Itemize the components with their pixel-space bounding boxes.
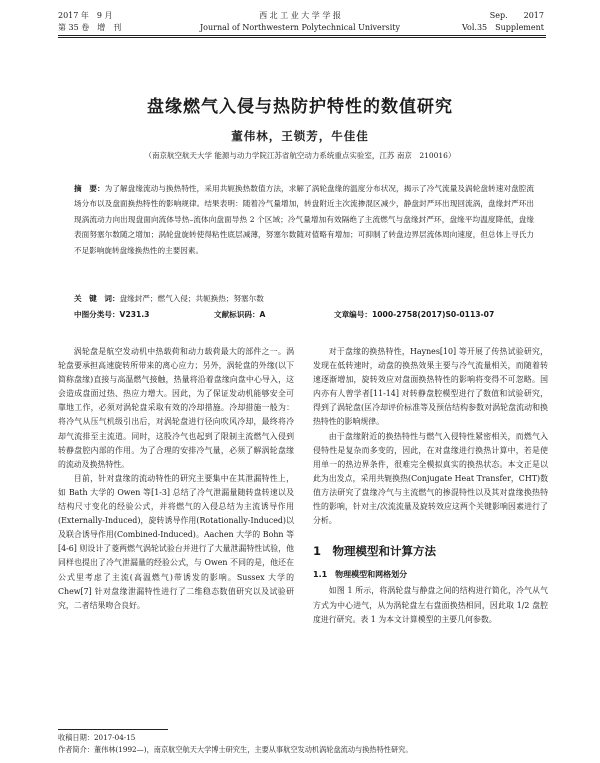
header-volume: 第 35 卷 增 刊 bbox=[58, 23, 122, 32]
abstract bbox=[74, 181, 534, 258]
keywords-text: 盘缘封严；燃气入侵；共轭换热；努塞尔数 bbox=[119, 294, 264, 303]
paper-affiliation: （南京航空航天大学 能源与动力学院江苏省航空动力系统重点实验室，江苏 南京 210016） bbox=[144, 151, 456, 160]
journal-name-cn: 西 北 工 业 大 学 学 报 bbox=[259, 11, 341, 20]
paper-authors: 董伟林，王锁芳，牛佳佳 bbox=[231, 129, 369, 143]
article-number: 文章编号：1000-2758(2017)S0-0113-07 bbox=[334, 310, 495, 319]
abstract-text: 为了解盘缘流动与换热特性，采用共轭换热数值方法，求解了涡轮盘缘的温度分布状况，揭示了冷气流量及涡轮盘转速对盘腔流场分布以及盘面换热特性的影响规律。结果表明：随着冷气量增加，转盘附近主次流掺混区减少，静盘封严环出现回流涡，盘缘封严环出现涡流动力向出现盘面向流体导热–流体向盘面导热 2 个区域；冷气量增加有效隔绝了主流燃气与盘缘封严环，盘缘平均温度降低，盘缘表面努塞尔数随之增加；涡轮盘旋转使得粘性底层减薄，努塞尔数随对值略有增加；可抑制了转盘边界层流体周向速度，但总体上寻氏力不足影响旋转盘缘换热性的主要因素。 bbox=[74, 184, 534, 255]
classification-line bbox=[74, 309, 554, 320]
footnote-author: 作者简介：董伟林(1992—)，南京航空航天大学博士研究生，主要从事航空发动机涡轮盘流动与换热特性研究。 bbox=[58, 745, 413, 754]
section-heading: 1 物理模型和计算方法 bbox=[313, 544, 437, 559]
body-right-column bbox=[313, 345, 548, 627]
body-paragraph: 目前，针对盘缘的流动特性的研究主要集中在其泄漏特性上，如 Bath 大学的 Owen 等[1-3] 总结了冷气泄漏量随转盘转速以及结构尺寸变化的经验公式，并将燃气的入侵总结为主流诱导作用(Externally-Induced)，旋转诱导作用(Rotationally-Induced)以及联合诱导作用(Combined-Induced)。Aachen 大学的 Bohn 等[4-6] 则设计了菱两燃气涡轮试验台并进行了大量泄漏特性试验，他同样也提出了冷气泄漏量的经验公式，与 Owen 不同的是，他还在公式里考虑了主流(高温燃气)带诱发的影响。Sussex 大学的 Chew[7] 针对盘缘泄漏特性进行了二维稳态数值研究以及试验研究，二者结果吻合良好。 bbox=[58, 473, 294, 610]
paper-title: 盘缘燃气入侵与热防护特性的数值研究 bbox=[147, 97, 453, 117]
body-paragraph: 如图 1 所示，将涡轮盘与静盘之间的结构进行简化，冷气从气方式为中心进气，从为涡轮盘左右盘面换热相同，因此取 1/2 盘腔度进行研究。表 1 为本文计算模型的主要几何参数。 bbox=[313, 586, 548, 624]
keywords bbox=[74, 293, 534, 304]
body-paragraph: 对于盘缘的换热特性，Haynes[10] 等开展了传热试验研究，发现在低转速时，动盘的换热效果主要与冷气流量相关，而随着转速逐渐增加，旋转效应对盘面换热特性的影响将变得不可忽略。国内亦有人曾学者[11-14] 对转静盘腔模型进行了数值和试验研究，得到了涡轮盘(匡冷却评价标准等及预估结构参数对涡轮盘流动和换热特性的影响规律。 bbox=[313, 347, 548, 427]
subsection-heading: 1.1 物理模型和网格划分 bbox=[313, 570, 408, 580]
abstract-label: 摘 要： bbox=[74, 184, 105, 193]
header-rule-bottom bbox=[58, 37, 546, 38]
header-volume-en: Vol.35 Supplement bbox=[462, 23, 544, 32]
header-date-en: Sep. 2017 bbox=[489, 11, 544, 20]
body-paragraph: 涡轮盘是航空发动机中热载荷和动力载荷最大的部件之一。涡轮盘要承担高速旋转所带来的离心应力；另外，涡轮盘的外缘(以下简称盘缘)直接与高温燃气接触，热量将沿着盘缘向盘中心导入，这会造成盘面过热、热应力增大。因此，为了保证发动机能够安全可靠地工作，必须对涡轮盘采取有效的冷却措施。冷却措施一般为：将冷气从压气机级引出后，对涡轮盘进行径向吹风冷却，最终将冷却气流排至主流道。同时，这股冷气也起到了限制主流燃气入侵到转静盘腔内部的作用。为了合理的安排冷气量，必须了解涡轮盘缘的流动及换热特性。 bbox=[58, 347, 294, 469]
footnote-rule bbox=[58, 729, 168, 730]
header-date: 2017 年 9 月 bbox=[58, 11, 113, 20]
footnote-received: 收稿日期：2017-04-15 bbox=[58, 733, 136, 742]
header-rule-top bbox=[58, 35, 546, 36]
document-code: 文献标识码：A bbox=[214, 310, 266, 319]
keywords-label: 关 键 词： bbox=[74, 294, 120, 303]
journal-name-en: Journal of Northwestern Polytechnical University bbox=[199, 23, 401, 32]
body-left-column bbox=[58, 345, 294, 613]
clc-number: 中图分类号：V231.3 bbox=[74, 310, 150, 319]
body-paragraph: 由于盘缘附近的换热特性与燃气入侵特性紧密相关，而燃气入侵特性是复杂而多变的，因此，在对盘缘进行换热计算中，若是使用单一的热边界条件，很难完全模拟真实的换热状态。本文正是以此为出发点，采用共轭换热(Conjugate Heat Transfer，CHT)数值方法研究了盘缘冷气与主流燃气的掺混特性以及其对盘缘换热特性的影响，针对主/次流流量及旋转效应这两个关键影响因素进行了分析。 bbox=[313, 431, 548, 526]
